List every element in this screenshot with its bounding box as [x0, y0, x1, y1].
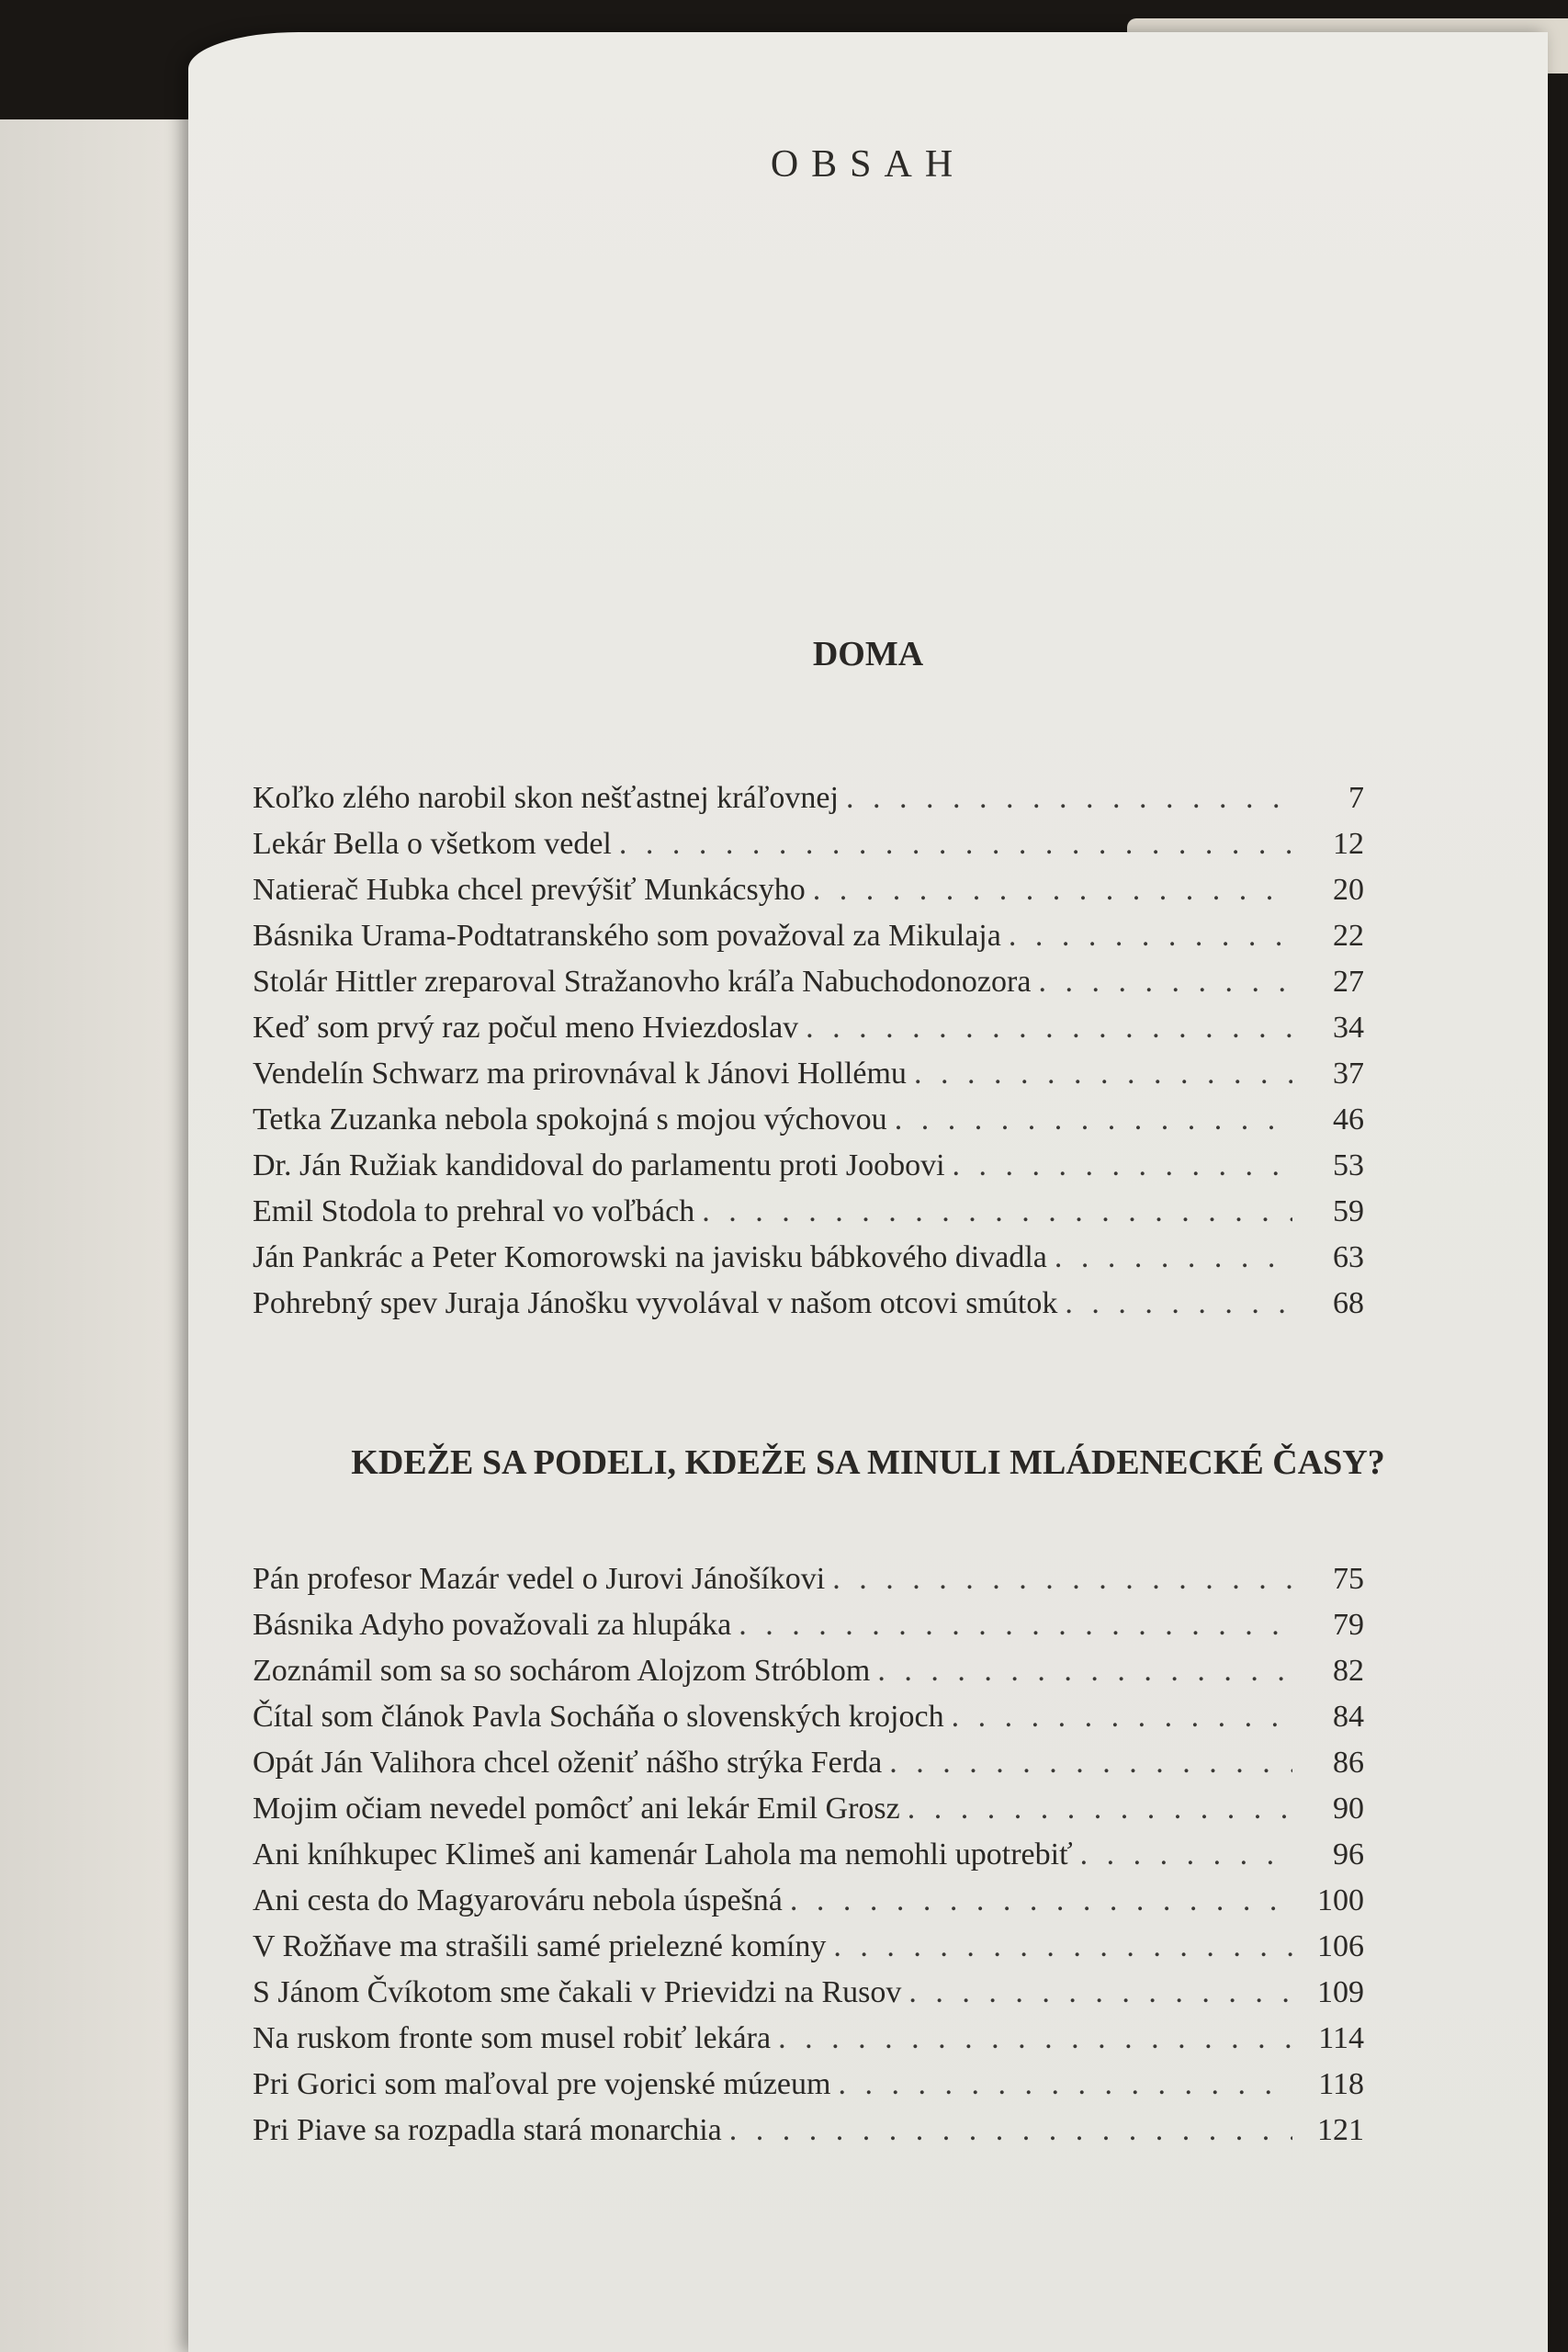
toc-entry-page: 86 — [1333, 1746, 1364, 1780]
toc-entry-page: 96 — [1333, 1838, 1364, 1871]
toc-entry — [253, 1700, 1364, 1746]
toc-entry — [253, 1562, 1364, 1608]
leader-dots — [702, 1194, 1292, 1229]
toc-entry-title: Básnika Adyho považovali za hlupáka — [253, 1608, 732, 1642]
toc-entry — [253, 1148, 1364, 1194]
leader-dots — [806, 1011, 1292, 1046]
leader-dots — [778, 2021, 1292, 2056]
toc-entry-page: 79 — [1333, 1608, 1364, 1642]
toc-entry-title: V Rožňave ma strašili samé prielezné komíny — [253, 1929, 827, 1963]
toc-entry — [253, 1057, 1364, 1102]
toc-entry-page: 75 — [1333, 1562, 1364, 1596]
toc-entry-page: 27 — [1333, 965, 1364, 999]
toc-entry — [253, 1608, 1364, 1654]
toc-entry — [253, 1240, 1364, 1286]
toc-entry-page: 90 — [1333, 1792, 1364, 1826]
toc-entry — [253, 1011, 1364, 1057]
leader-dots — [838, 2067, 1292, 2102]
leader-dots — [895, 1102, 1292, 1137]
toc-entry — [253, 2021, 1364, 2067]
toc-entry-page: 68 — [1333, 1286, 1364, 1320]
toc-entry-title: Stolár Hittler zreparoval Stražanovho kráľa Nabuchodonozora — [253, 965, 1032, 999]
toc-entry-page: 82 — [1333, 1654, 1364, 1688]
toc-entry-title: Natierač Hubka chcel prevýšiť Munkácsyho — [253, 873, 806, 907]
toc-entry-title: Pohrebný spev Juraja Jánošku vyvolával v našom otcovi smútok — [253, 1286, 1058, 1320]
toc-entry-title: Čítal som článok Pavla Socháňa o slovenských krojoch — [253, 1700, 944, 1734]
leader-dots — [1038, 965, 1292, 1000]
toc-entry-page: 22 — [1333, 919, 1364, 953]
leader-dots — [953, 1148, 1292, 1183]
toc-entry-title: Emil Stodola to prehral vo voľbách — [253, 1194, 695, 1228]
toc-entry — [253, 827, 1364, 873]
leader-dots — [1055, 1240, 1292, 1275]
toc-entry-title: Mojim očiam nevedel pomôcť ani lekár Emil Grosz — [253, 1792, 900, 1826]
toc-entry — [253, 1838, 1364, 1883]
leader-dots — [729, 2113, 1292, 2148]
toc-entry-page: 118 — [1318, 2067, 1364, 2101]
toc-entry-page: 84 — [1333, 1700, 1364, 1734]
toc-entry — [253, 2067, 1364, 2113]
toc-entry — [253, 1654, 1364, 1700]
toc-entry — [253, 919, 1364, 965]
toc-entry-title: Ján Pankrác a Peter Komorowski na javisku bábkového divadla — [253, 1240, 1047, 1274]
leader-dots — [877, 1654, 1292, 1689]
leader-dots — [914, 1057, 1292, 1091]
leader-dots — [908, 1792, 1292, 1826]
leader-dots — [952, 1700, 1292, 1735]
toc-entry-title: Básnika Urama-Podtatranského som považoval za Mikulaja — [253, 919, 1001, 953]
leader-dots — [1080, 1838, 1292, 1872]
toc-entry — [253, 1194, 1364, 1240]
book-page — [188, 32, 1548, 2352]
toc-entry-title: Pán profesor Mazár vedel o Jurovi Jánošíkovi — [253, 1562, 826, 1596]
toc-entry — [253, 1929, 1364, 1975]
leader-dots — [833, 1929, 1292, 1964]
toc-entry-title: S Jánom Čvíkotom sme čakali v Prievidzi na Rusov — [253, 1975, 902, 2009]
leader-dots — [832, 1562, 1292, 1597]
leader-dots — [846, 781, 1292, 816]
toc-entry-title: Lekár Bella o všetkom vedel — [253, 827, 612, 861]
toc-entry-title: Keď som prvý raz počul meno Hviezdoslav — [253, 1011, 799, 1045]
leader-dots — [1009, 919, 1292, 954]
toc-entry-page: 53 — [1333, 1148, 1364, 1182]
leader-dots — [619, 827, 1292, 862]
toc-entry — [253, 1792, 1364, 1838]
toc-entry-page: 63 — [1333, 1240, 1364, 1274]
toc-entry — [253, 1102, 1364, 1148]
toc-entry-page: 37 — [1333, 1057, 1364, 1091]
toc-entry — [253, 2113, 1364, 2159]
toc-entry — [253, 1883, 1364, 1929]
leader-dots — [813, 873, 1292, 908]
toc-entry-title: Pri Piave sa rozpadla stará monarchia — [253, 2113, 722, 2147]
toc-entry-page: 114 — [1318, 2021, 1364, 2055]
leader-dots — [1065, 1286, 1292, 1321]
toc-entry-title: Ani cesta do Magyarováru nebola úspešná — [253, 1883, 783, 1917]
toc-entry-title: Koľko zlého narobil skon nešťastnej kráľovnej — [253, 781, 839, 815]
toc-entry-title: Opát Ján Valihora chcel oženiť nášho strýka Ferda — [253, 1746, 883, 1780]
toc-entry — [253, 965, 1364, 1011]
toc-entry-title: Dr. Ján Ružiak kandidoval do parlamentu proti Joobovi — [253, 1148, 945, 1182]
toc-entry — [253, 1975, 1364, 2021]
toc-entry-page: 46 — [1333, 1102, 1364, 1136]
toc-entry-title: Zoznámil som sa so sochárom Alojzom Stróblom — [253, 1654, 871, 1688]
section-heading-mladenecke-casy: KDEŽE SA PODELI, KDEŽE SA MINULI MLÁDENECKÉ ČASY? — [351, 1443, 1385, 1482]
toc-entry-title: Ani kníhkupec Klimeš ani kamenár Lahola ma nemohli upotrebiť — [253, 1838, 1073, 1871]
toc-entry — [253, 1746, 1364, 1792]
section-heading-doma: DOMA — [812, 635, 924, 673]
toc-entry-page: 106 — [1317, 1929, 1364, 1963]
toc-entry-page: 100 — [1317, 1883, 1364, 1917]
toc-entry-page: 34 — [1333, 1011, 1364, 1045]
toc-list-mladenecke-casy — [253, 1562, 1364, 2159]
toc-entry-title: Na ruskom fronte som musel robiť lekára — [253, 2021, 772, 2055]
page-title: OBSAH — [770, 143, 966, 186]
toc-entry — [253, 873, 1364, 919]
toc-entry-page: 7 — [1348, 781, 1364, 815]
leader-dots — [790, 1883, 1292, 1918]
leader-dots — [889, 1746, 1292, 1781]
toc-entry — [253, 781, 1364, 827]
toc-entry-page: 121 — [1317, 2113, 1364, 2147]
toc-entry-page: 20 — [1333, 873, 1364, 907]
toc-list-doma — [253, 781, 1364, 1332]
toc-entry-title: Tetka Zuzanka nebola spokojná s mojou výchovou — [253, 1102, 887, 1136]
leader-dots — [908, 1975, 1292, 2010]
toc-entry-page: 12 — [1333, 827, 1364, 861]
toc-entry-title: Vendelín Schwarz ma prirovnával k Jánovi Hollému — [253, 1057, 907, 1091]
leader-dots — [739, 1608, 1292, 1643]
toc-entry-page: 59 — [1333, 1194, 1364, 1228]
toc-entry — [253, 1286, 1364, 1332]
toc-entry-page: 109 — [1317, 1975, 1364, 2009]
toc-entry-title: Pri Gorici som maľoval pre vojenské múzeum — [253, 2067, 831, 2101]
